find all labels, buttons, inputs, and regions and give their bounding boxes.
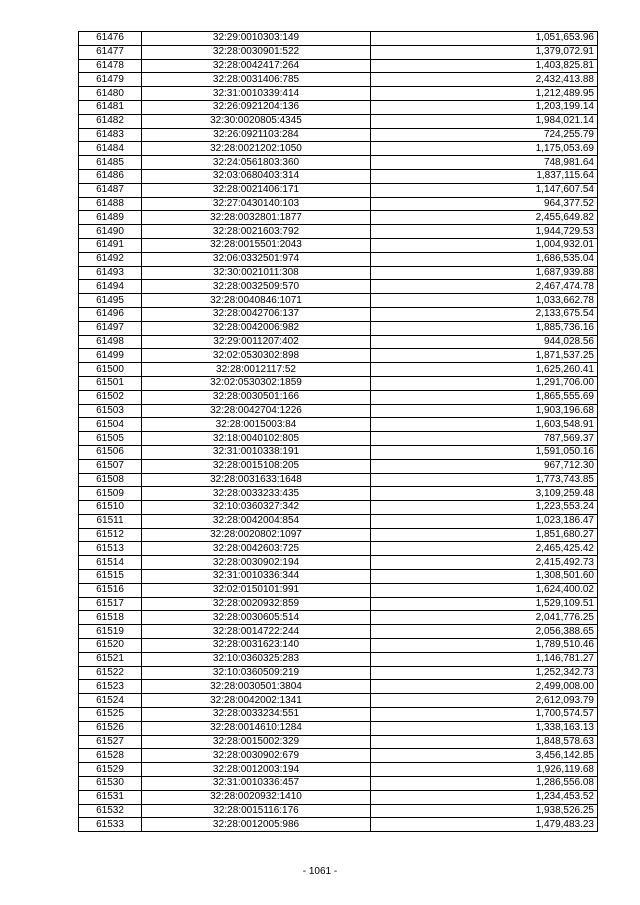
- row-id-cell: 61502: [79, 390, 142, 404]
- cadastral-number-cell: 32:24:0561803:360: [142, 156, 371, 170]
- amount-cell: 1,403,825.81: [371, 59, 598, 73]
- cadastral-number-cell: 32:28:0015108:205: [142, 459, 371, 473]
- row-id-cell: 61520: [79, 639, 142, 653]
- amount-cell: 748,981.64: [371, 156, 598, 170]
- row-id-cell: 61513: [79, 542, 142, 556]
- table-row: [79, 583, 598, 597]
- cadastral-number-cell: 32:28:0032801:1877: [142, 211, 371, 225]
- cadastral-number-cell: 32:28:0030902:194: [142, 556, 371, 570]
- table-row: [79, 459, 598, 473]
- cadastral-number-cell: 32:31:0010338:191: [142, 445, 371, 459]
- row-id-cell: 61511: [79, 514, 142, 528]
- cadastral-number-cell: 32:28:0021202:1050: [142, 142, 371, 156]
- table-row: [79, 777, 598, 791]
- cadastral-number-cell: 32:28:0015116:176: [142, 804, 371, 818]
- table-row: [79, 473, 598, 487]
- amount-cell: 1,603,548.91: [371, 418, 598, 432]
- table-row: [79, 749, 598, 763]
- table-row: [79, 363, 598, 377]
- amount-cell: 1,591,050.16: [371, 445, 598, 459]
- row-id-cell: 61500: [79, 363, 142, 377]
- amount-cell: 1,529,109.51: [371, 597, 598, 611]
- table-row: [79, 721, 598, 735]
- table-row: [79, 597, 598, 611]
- cadastral-number-cell: 32:28:0033233:435: [142, 487, 371, 501]
- row-id-cell: 61483: [79, 128, 142, 142]
- amount-cell: 2,415,492.73: [371, 556, 598, 570]
- amount-cell: 1,291,706.00: [371, 376, 598, 390]
- table-row: [79, 666, 598, 680]
- cadastral-number-cell: 32:10:0360327:342: [142, 501, 371, 515]
- row-id-cell: 61503: [79, 404, 142, 418]
- amount-cell: 1,286,556.08: [371, 777, 598, 791]
- table-row: [79, 294, 598, 308]
- row-id-cell: 61492: [79, 252, 142, 266]
- table-row: [79, 197, 598, 211]
- table-row: [79, 169, 598, 183]
- amount-cell: 1,234,453.52: [371, 790, 598, 804]
- amount-cell: 944,028.56: [371, 335, 598, 349]
- cadastral-number-cell: 32:28:0021603:792: [142, 225, 371, 239]
- row-id-cell: 61498: [79, 335, 142, 349]
- row-id-cell: 61510: [79, 501, 142, 515]
- row-id-cell: 61479: [79, 73, 142, 87]
- table-row: [79, 708, 598, 722]
- table-row: [79, 611, 598, 625]
- amount-cell: 1,848,578.63: [371, 735, 598, 749]
- cadastral-number-cell: 32:30:0021011:308: [142, 266, 371, 280]
- amount-cell: 2,432,413.88: [371, 73, 598, 87]
- amount-cell: 1,885,736.16: [371, 321, 598, 335]
- table-row: [79, 335, 598, 349]
- cadastral-number-cell: 32:28:0030901:522: [142, 45, 371, 59]
- row-id-cell: 61486: [79, 169, 142, 183]
- amount-cell: 1,773,743.85: [371, 473, 598, 487]
- cadastral-number-cell: 32:28:0030501:3804: [142, 680, 371, 694]
- cadastral-number-cell: 32:28:0042706:137: [142, 307, 371, 321]
- row-id-cell: 61512: [79, 528, 142, 542]
- cadastral-number-cell: 32:28:0020802:1097: [142, 528, 371, 542]
- cadastral-number-cell: 32:28:0020932:1410: [142, 790, 371, 804]
- cadastral-number-cell: 32:28:0031623:140: [142, 639, 371, 653]
- cadastral-number-cell: 32:28:0020932:859: [142, 597, 371, 611]
- table-row: [79, 652, 598, 666]
- row-id-cell: 61493: [79, 266, 142, 280]
- row-id-cell: 61478: [79, 59, 142, 73]
- amount-cell: 1,944,729.53: [371, 225, 598, 239]
- amount-cell: 2,133,675.54: [371, 307, 598, 321]
- row-id-cell: 61484: [79, 142, 142, 156]
- row-id-cell: 61508: [79, 473, 142, 487]
- table-row: [79, 252, 598, 266]
- amount-cell: 1,051,653.96: [371, 32, 598, 46]
- row-id-cell: 61505: [79, 432, 142, 446]
- table-row: [79, 680, 598, 694]
- table-row: [79, 45, 598, 59]
- amount-cell: 2,465,425.42: [371, 542, 598, 556]
- cadastral-number-cell: 32:27:0430140:103: [142, 197, 371, 211]
- cadastral-number-cell: 32:31:0010336:344: [142, 570, 371, 584]
- amount-cell: 1,686,535.04: [371, 252, 598, 266]
- cadastral-number-cell: 32:28:0042006:982: [142, 321, 371, 335]
- cadastral-number-cell: 32:28:0012005:986: [142, 818, 371, 832]
- amount-cell: 1,479,483.23: [371, 818, 598, 832]
- cadastral-number-cell: 32:10:0360509:219: [142, 666, 371, 680]
- row-id-cell: 61490: [79, 225, 142, 239]
- amount-cell: 1,789,510.46: [371, 639, 598, 653]
- amount-cell: 1,687,939.88: [371, 266, 598, 280]
- table-row: [79, 59, 598, 73]
- row-id-cell: 61531: [79, 790, 142, 804]
- cadastral-number-cell: 32:28:0042002:1341: [142, 694, 371, 708]
- row-id-cell: 61504: [79, 418, 142, 432]
- amount-cell: 1,146,781.27: [371, 652, 598, 666]
- table-row: [79, 542, 598, 556]
- cadastral-number-cell: 32:28:0030902:679: [142, 749, 371, 763]
- table-row: [79, 432, 598, 446]
- row-id-cell: 61507: [79, 459, 142, 473]
- table-row: [79, 211, 598, 225]
- records-table-body: [79, 32, 598, 832]
- table-row: [79, 100, 598, 114]
- amount-cell: 1,700,574.57: [371, 708, 598, 722]
- amount-cell: 964,377.52: [371, 197, 598, 211]
- cadastral-number-cell: 32:28:0012117:52: [142, 363, 371, 377]
- table-row: [79, 183, 598, 197]
- amount-cell: 1,175,053.69: [371, 142, 598, 156]
- cadastral-number-cell: 32:28:0031406:785: [142, 73, 371, 87]
- row-id-cell: 61488: [79, 197, 142, 211]
- amount-cell: 2,499,008.00: [371, 680, 598, 694]
- amount-cell: 3,109,259.48: [371, 487, 598, 501]
- row-id-cell: 61491: [79, 238, 142, 252]
- amount-cell: 1,379,072.91: [371, 45, 598, 59]
- table-row: [79, 625, 598, 639]
- row-id-cell: 61524: [79, 694, 142, 708]
- amount-cell: 1,926,119.68: [371, 763, 598, 777]
- row-id-cell: 61514: [79, 556, 142, 570]
- table-row: [79, 266, 598, 280]
- table-row: [79, 445, 598, 459]
- records-table: [78, 31, 598, 832]
- table-row: [79, 804, 598, 818]
- table-row: [79, 128, 598, 142]
- amount-cell: 967,712.30: [371, 459, 598, 473]
- table-row: [79, 87, 598, 101]
- cadastral-number-cell: 32:03:0680403:314: [142, 169, 371, 183]
- row-id-cell: 61523: [79, 680, 142, 694]
- table-row: [79, 487, 598, 501]
- cadastral-number-cell: 32:26:0921103:284: [142, 128, 371, 142]
- table-row: [79, 528, 598, 542]
- cadastral-number-cell: 32:28:0014610:1284: [142, 721, 371, 735]
- amount-cell: 1,865,555.69: [371, 390, 598, 404]
- row-id-cell: 61494: [79, 280, 142, 294]
- amount-cell: 1,147,607.54: [371, 183, 598, 197]
- cadastral-number-cell: 32:28:0015501:2043: [142, 238, 371, 252]
- row-id-cell: 61499: [79, 349, 142, 363]
- cadastral-number-cell: 32:28:0030501:166: [142, 390, 371, 404]
- row-id-cell: 61496: [79, 307, 142, 321]
- row-id-cell: 61518: [79, 611, 142, 625]
- amount-cell: 1,984,021.14: [371, 114, 598, 128]
- amount-cell: 3,456,142.85: [371, 749, 598, 763]
- row-id-cell: 61516: [79, 583, 142, 597]
- cadastral-number-cell: 32:28:0015002:329: [142, 735, 371, 749]
- amount-cell: 2,041,776.25: [371, 611, 598, 625]
- amount-cell: 1,871,537.25: [371, 349, 598, 363]
- table-row: [79, 307, 598, 321]
- amount-cell: 1,938,526.25: [371, 804, 598, 818]
- table-row: [79, 280, 598, 294]
- row-id-cell: 61527: [79, 735, 142, 749]
- table-row: [79, 818, 598, 832]
- amount-cell: 724,255.79: [371, 128, 598, 142]
- cadastral-number-cell: 32:18:0040102:805: [142, 432, 371, 446]
- amount-cell: 1,212,489.95: [371, 87, 598, 101]
- table-row: [79, 514, 598, 528]
- row-id-cell: 61485: [79, 156, 142, 170]
- row-id-cell: 61522: [79, 666, 142, 680]
- row-id-cell: 61497: [79, 321, 142, 335]
- cadastral-number-cell: 32:29:0010303:149: [142, 32, 371, 46]
- row-id-cell: 61476: [79, 32, 142, 46]
- table-row: [79, 418, 598, 432]
- table-row: [79, 142, 598, 156]
- row-id-cell: 61501: [79, 376, 142, 390]
- amount-cell: 2,612,093.79: [371, 694, 598, 708]
- amount-cell: 1,203,199.14: [371, 100, 598, 114]
- amount-cell: 1,837,115.64: [371, 169, 598, 183]
- amount-cell: 2,467,474.78: [371, 280, 598, 294]
- table-row: [79, 763, 598, 777]
- cadastral-number-cell: 32:28:0042704:1226: [142, 404, 371, 418]
- table-row: [79, 321, 598, 335]
- table-row: [79, 790, 598, 804]
- table-row: [79, 390, 598, 404]
- row-id-cell: 61487: [79, 183, 142, 197]
- cadastral-number-cell: 32:28:0012003:194: [142, 763, 371, 777]
- row-id-cell: 61515: [79, 570, 142, 584]
- table-row: [79, 225, 598, 239]
- table-row: [79, 114, 598, 128]
- cadastral-number-cell: 32:02:0530302:1859: [142, 376, 371, 390]
- cadastral-number-cell: 32:28:0021406:171: [142, 183, 371, 197]
- amount-cell: 1,624,400.02: [371, 583, 598, 597]
- table-row: [79, 156, 598, 170]
- cadastral-number-cell: 32:28:0031633:1648: [142, 473, 371, 487]
- row-id-cell: 61489: [79, 211, 142, 225]
- amount-cell: 1,338,163.13: [371, 721, 598, 735]
- row-id-cell: 61481: [79, 100, 142, 114]
- cadastral-number-cell: 32:02:0530302:898: [142, 349, 371, 363]
- amount-cell: 787,569.37: [371, 432, 598, 446]
- row-id-cell: 61506: [79, 445, 142, 459]
- row-id-cell: 61525: [79, 708, 142, 722]
- row-id-cell: 61529: [79, 763, 142, 777]
- amount-cell: 1,023,186.47: [371, 514, 598, 528]
- cadastral-number-cell: 32:28:0032509:570: [142, 280, 371, 294]
- cadastral-number-cell: 32:28:0015003:84: [142, 418, 371, 432]
- table-row: [79, 404, 598, 418]
- cadastral-number-cell: 32:28:0033234:551: [142, 708, 371, 722]
- cadastral-number-cell: 32:26:0921204:136: [142, 100, 371, 114]
- row-id-cell: 61480: [79, 87, 142, 101]
- amount-cell: 1,033,662.78: [371, 294, 598, 308]
- row-id-cell: 61521: [79, 652, 142, 666]
- row-id-cell: 61532: [79, 804, 142, 818]
- amount-cell: 1,625,260.41: [371, 363, 598, 377]
- row-id-cell: 61477: [79, 45, 142, 59]
- cadastral-number-cell: 32:30:0020805:4345: [142, 114, 371, 128]
- cadastral-number-cell: 32:02:0150101:991: [142, 583, 371, 597]
- row-id-cell: 61482: [79, 114, 142, 128]
- cadastral-number-cell: 32:28:0042004:854: [142, 514, 371, 528]
- table-row: [79, 349, 598, 363]
- page-number: - 1061 -: [302, 866, 338, 877]
- cadastral-number-cell: 32:10:0360325:283: [142, 652, 371, 666]
- row-id-cell: 61528: [79, 749, 142, 763]
- records-sheet: [78, 31, 598, 832]
- amount-cell: 1,903,196.68: [371, 404, 598, 418]
- cadastral-number-cell: 32:31:0010339:414: [142, 87, 371, 101]
- table-row: [79, 735, 598, 749]
- row-id-cell: 61533: [79, 818, 142, 832]
- row-id-cell: 61519: [79, 625, 142, 639]
- amount-cell: 1,004,932.01: [371, 238, 598, 252]
- amount-cell: 1,851,680.27: [371, 528, 598, 542]
- table-row: [79, 238, 598, 252]
- amount-cell: 1,308,501.60: [371, 570, 598, 584]
- table-row: [79, 73, 598, 87]
- cadastral-number-cell: 32:06:0332501:974: [142, 252, 371, 266]
- table-row: [79, 376, 598, 390]
- table-row: [79, 570, 598, 584]
- cadastral-number-cell: 32:28:0042603:725: [142, 542, 371, 556]
- table-row: [79, 501, 598, 515]
- amount-cell: 2,455,649.82: [371, 211, 598, 225]
- table-row: [79, 556, 598, 570]
- row-id-cell: 61509: [79, 487, 142, 501]
- row-id-cell: 61526: [79, 721, 142, 735]
- cadastral-number-cell: 32:31:0010336:457: [142, 777, 371, 791]
- table-row: [79, 694, 598, 708]
- cadastral-number-cell: 32:28:0030605:514: [142, 611, 371, 625]
- table-row: [79, 32, 598, 46]
- row-id-cell: 61517: [79, 597, 142, 611]
- amount-cell: 2,056,388.65: [371, 625, 598, 639]
- amount-cell: 1,223,553.24: [371, 501, 598, 515]
- row-id-cell: 61530: [79, 777, 142, 791]
- cadastral-number-cell: 32:28:0040846:1071: [142, 294, 371, 308]
- cadastral-number-cell: 32:28:0042417:264: [142, 59, 371, 73]
- table-row: [79, 639, 598, 653]
- amount-cell: 1,252,342.73: [371, 666, 598, 680]
- row-id-cell: 61495: [79, 294, 142, 308]
- cadastral-number-cell: 32:28:0014722:244: [142, 625, 371, 639]
- cadastral-number-cell: 32:29:0011207:402: [142, 335, 371, 349]
